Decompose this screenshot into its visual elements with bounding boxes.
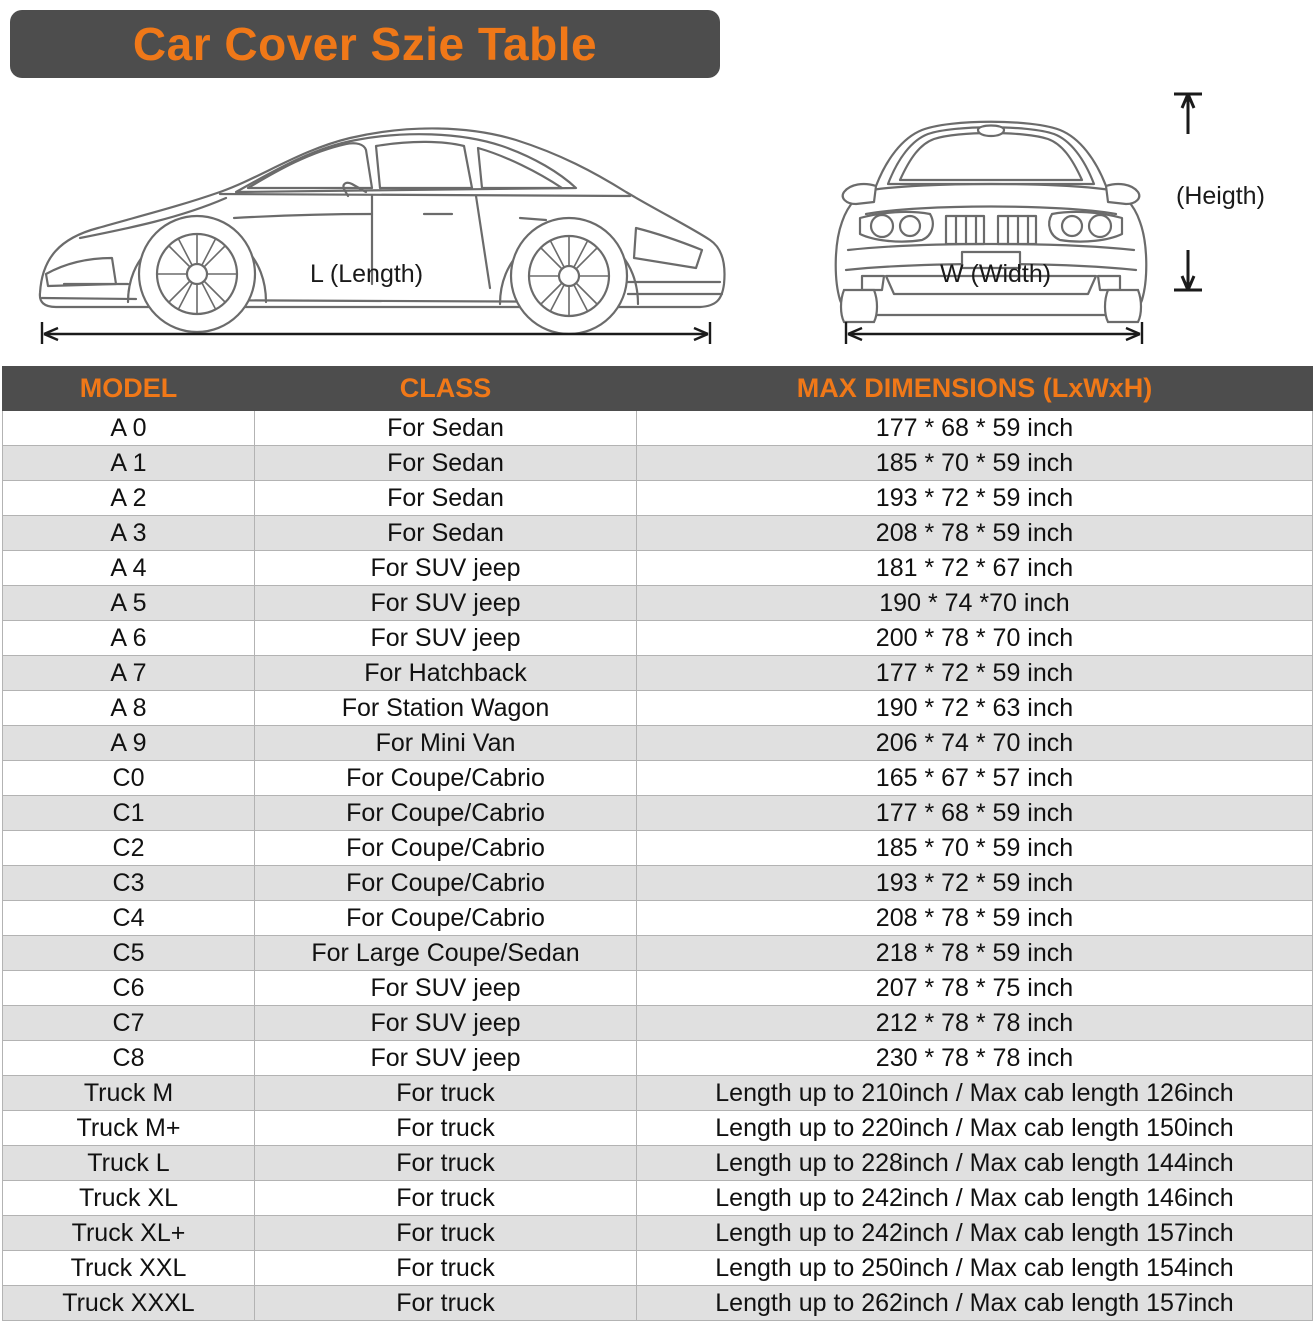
length-dimension-arrow-icon xyxy=(38,318,714,348)
cell-model: Truck M+ xyxy=(3,1111,255,1146)
cell-dimensions: 230 * 78 * 78 inch xyxy=(637,1041,1313,1076)
cell-dimensions: Length up to 220inch / Max cab length 150inch xyxy=(637,1111,1313,1146)
table-row xyxy=(3,1006,1313,1041)
cell-class: For Hatchback xyxy=(255,656,637,691)
cell-dimensions: 193 * 72 * 59 inch xyxy=(637,481,1313,516)
cell-class: For Sedan xyxy=(255,446,637,481)
table-row xyxy=(3,621,1313,656)
table-row xyxy=(3,1181,1313,1216)
cell-class: For truck xyxy=(255,1076,637,1111)
height-label: (Heigth) xyxy=(1176,182,1265,210)
cell-model: A 2 xyxy=(3,481,255,516)
table-row xyxy=(3,1286,1313,1321)
cell-class: For SUV jeep xyxy=(255,586,637,621)
cell-dimensions: 185 * 70 * 59 inch xyxy=(637,831,1313,866)
cell-dimensions: 185 * 70 * 59 inch xyxy=(637,446,1313,481)
cell-model: A 3 xyxy=(3,516,255,551)
cell-class: For Coupe/Cabrio xyxy=(255,796,637,831)
cell-dimensions: 177 * 68 * 59 inch xyxy=(637,796,1313,831)
cell-model: C0 xyxy=(3,761,255,796)
cell-model: A 1 xyxy=(3,446,255,481)
table-row xyxy=(3,551,1313,586)
title-banner xyxy=(10,10,720,78)
cell-dimensions: Length up to 242inch / Max cab length 146inch xyxy=(637,1181,1313,1216)
cell-model: Truck M xyxy=(3,1076,255,1111)
table-row xyxy=(3,1076,1313,1111)
table-row xyxy=(3,726,1313,761)
cell-class: For Mini Van xyxy=(255,726,637,761)
cell-model: A 4 xyxy=(3,551,255,586)
table-row xyxy=(3,796,1313,831)
cell-class: For SUV jeep xyxy=(255,1006,637,1041)
cell-class: For truck xyxy=(255,1146,637,1181)
cell-dimensions: 208 * 78 * 59 inch xyxy=(637,516,1313,551)
cell-class: For Coupe/Cabrio xyxy=(255,831,637,866)
cell-model: C2 xyxy=(3,831,255,866)
cell-model: A 5 xyxy=(3,586,255,621)
table-row xyxy=(3,761,1313,796)
cell-dimensions: 177 * 68 * 59 inch xyxy=(637,411,1313,446)
cell-model: A 7 xyxy=(3,656,255,691)
cell-class: For truck xyxy=(255,1111,637,1146)
cell-class: For SUV jeep xyxy=(255,971,637,1006)
table-row xyxy=(3,656,1313,691)
cell-model: C4 xyxy=(3,901,255,936)
cell-class: For Coupe/Cabrio xyxy=(255,866,637,901)
cell-model: Truck L xyxy=(3,1146,255,1181)
cell-dimensions: 208 * 78 * 59 inch xyxy=(637,901,1313,936)
table-row xyxy=(3,691,1313,726)
cell-class: For Coupe/Cabrio xyxy=(255,761,637,796)
cell-dimensions: 200 * 78 * 70 inch xyxy=(637,621,1313,656)
table-row xyxy=(3,411,1313,446)
cell-class: For truck xyxy=(255,1286,637,1321)
cell-dimensions: 207 * 78 * 75 inch xyxy=(637,971,1313,1006)
table-row xyxy=(3,1216,1313,1251)
cell-model: C6 xyxy=(3,971,255,1006)
cell-model: A 6 xyxy=(3,621,255,656)
length-label: L (Length) xyxy=(310,260,424,288)
table-row xyxy=(3,1041,1313,1076)
width-dimension-arrow-icon xyxy=(842,318,1146,348)
table-row xyxy=(3,901,1313,936)
cell-model: C5 xyxy=(3,936,255,971)
cell-dimensions: 190 * 72 * 63 inch xyxy=(637,691,1313,726)
car-side-view-icon xyxy=(20,88,740,333)
cell-model: A 9 xyxy=(3,726,255,761)
car-front-view-icon xyxy=(826,94,1156,334)
column-header-model: MODEL xyxy=(3,367,255,411)
cell-class: For Sedan xyxy=(255,481,637,516)
cell-model: C1 xyxy=(3,796,255,831)
column-header-class: CLASS xyxy=(255,367,637,411)
table-row xyxy=(3,1251,1313,1286)
table-row xyxy=(3,1111,1313,1146)
cell-class: For SUV jeep xyxy=(255,551,637,586)
width-label: W (Width) xyxy=(940,260,1052,288)
table-row xyxy=(3,971,1313,1006)
cell-model: C7 xyxy=(3,1006,255,1041)
cell-class: For Station Wagon xyxy=(255,691,637,726)
diagram-area xyxy=(0,78,1314,366)
cell-model: Truck XXXL xyxy=(3,1286,255,1321)
cell-class: For Large Coupe/Sedan xyxy=(255,936,637,971)
cell-dimensions: 165 * 67 * 57 inch xyxy=(637,761,1313,796)
cell-dimensions: 190 * 74 *70 inch xyxy=(637,586,1313,621)
cell-class: For truck xyxy=(255,1181,637,1216)
size-table xyxy=(2,366,1313,1321)
cell-class: For truck xyxy=(255,1216,637,1251)
table-row xyxy=(3,866,1313,901)
cell-class: For SUV jeep xyxy=(255,1041,637,1076)
cell-dimensions: Length up to 210inch / Max cab length 126inch xyxy=(637,1076,1313,1111)
cell-dimensions: Length up to 228inch / Max cab length 144inch xyxy=(637,1146,1313,1181)
column-header-dimensions: MAX DIMENSIONS (LxWxH) xyxy=(637,367,1313,411)
cell-model: C8 xyxy=(3,1041,255,1076)
cell-dimensions: 177 * 72 * 59 inch xyxy=(637,656,1313,691)
cell-dimensions: Length up to 250inch / Max cab length 154inch xyxy=(637,1251,1313,1286)
cell-dimensions: Length up to 262inch / Max cab length 157inch xyxy=(637,1286,1313,1321)
table-body xyxy=(3,411,1313,1321)
cell-model: Truck XL+ xyxy=(3,1216,255,1251)
table-row xyxy=(3,446,1313,481)
cell-class: For Sedan xyxy=(255,516,637,551)
cell-dimensions: Length up to 242inch / Max cab length 157inch xyxy=(637,1216,1313,1251)
cell-dimensions: 206 * 74 * 70 inch xyxy=(637,726,1313,761)
table-row xyxy=(3,936,1313,971)
table-row xyxy=(3,481,1313,516)
cell-dimensions: 212 * 78 * 78 inch xyxy=(637,1006,1313,1041)
cell-class: For Coupe/Cabrio xyxy=(255,901,637,936)
cell-model: Truck XL xyxy=(3,1181,255,1216)
cell-model: C3 xyxy=(3,866,255,901)
table-row xyxy=(3,516,1313,551)
cell-dimensions: 181 * 72 * 67 inch xyxy=(637,551,1313,586)
cell-class: For SUV jeep xyxy=(255,621,637,656)
cell-model: A 8 xyxy=(3,691,255,726)
table-row xyxy=(3,831,1313,866)
table-header-row xyxy=(3,367,1313,411)
page-title: Car Cover Szie Table xyxy=(132,18,598,70)
table-row xyxy=(3,1146,1313,1181)
cell-class: For Sedan xyxy=(255,411,637,446)
cell-dimensions: 193 * 72 * 59 inch xyxy=(637,866,1313,901)
cell-model: A 0 xyxy=(3,411,255,446)
cell-class: For truck xyxy=(255,1251,637,1286)
table-row xyxy=(3,586,1313,621)
cell-dimensions: 218 * 78 * 59 inch xyxy=(637,936,1313,971)
cell-model: Truck XXL xyxy=(3,1251,255,1286)
